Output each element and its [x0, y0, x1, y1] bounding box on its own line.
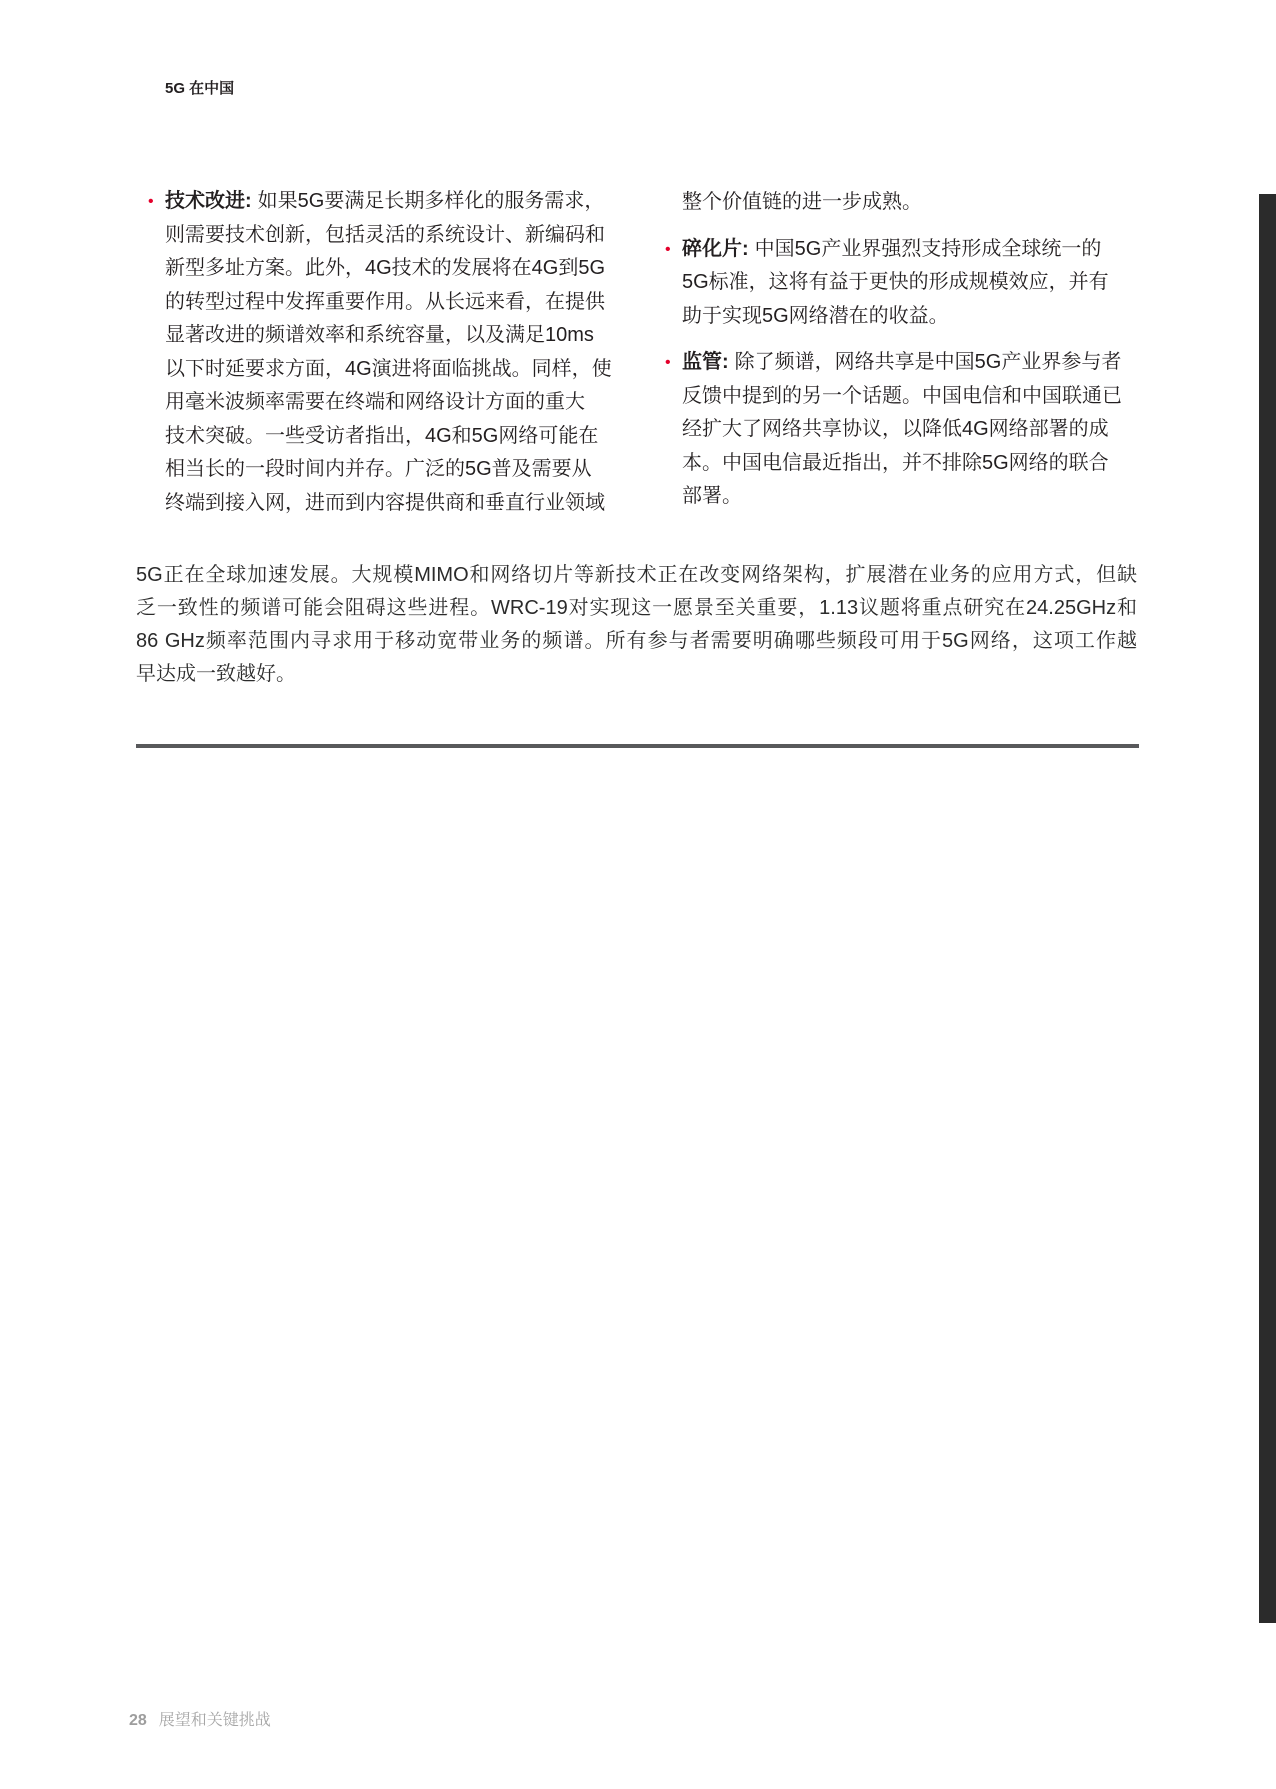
bullet-term: 监管: — [682, 351, 729, 373]
bullet-dot-icon: • — [665, 240, 671, 258]
bullet-text: 除了频谱，网络共享是中国5G产业界参与者 — [734, 351, 1122, 373]
bullet-term: 技术改进: — [165, 190, 252, 212]
bullet-first-line — [165, 185, 618, 219]
bullet-line: 则需要技术创新，包括灵活的系统设计、新编码和 — [165, 223, 605, 246]
bullet-line: 技术突破。一些受访者指出，4G和5G网络可能在 — [165, 424, 599, 447]
left-column — [148, 185, 618, 520]
paragraph-line: 5G正在全球加速发展。大规模MIMO和网络切片等新技术正在改变网络架构，扩展潜在业务的应用方式，但缺 — [136, 564, 1137, 586]
bullet-line: 相当长的一段时间内并存。广泛的5G普及需要从 — [165, 458, 592, 480]
side-tab-bar — [1259, 194, 1276, 1623]
running-header: 5G 在中国 — [165, 80, 235, 97]
bullet-first-line — [682, 233, 1135, 267]
page-footer — [129, 1711, 271, 1731]
bullet-continuation-line: 整个价值链的进一步成熟。 — [682, 191, 922, 213]
section-divider — [136, 744, 1139, 748]
bullet-line: 的转型过程中发挥重要作用。从长远来看，在提供 — [165, 290, 605, 313]
summary-paragraph — [136, 559, 1137, 691]
bullet-line: 终端到接入网，进而到内容提供商和垂直行业领域 — [165, 491, 605, 514]
right-column — [665, 186, 1135, 514]
bullet-tech-improvement — [148, 185, 618, 520]
bullet-first-line — [682, 346, 1135, 380]
bullet-line: 经扩大了网络共享协议，以降低4G网络部署的成 — [682, 418, 1109, 440]
paragraph-line: 乏一致性的频谱可能会阻碍这些进程。WRC-19对实现这一愿景至关重要，1.13议题将重点研究在24.25GHz和 — [136, 597, 1137, 619]
bullet-line: 新型多址方案。此外，4G技术的发展将在4G到5G — [165, 257, 606, 279]
bullet-line: 部署。 — [682, 485, 742, 507]
bullet-line: 本。中国电信最近指出，并不排除5G网络的联合 — [682, 451, 1109, 474]
bullet-line: 用毫米波频率需要在终端和网络设计方面的重大 — [165, 391, 585, 413]
paragraph-line: 86 GHz频率范围内寻求用于移动宽带业务的频谱。所有参与者需要明确哪些频段可用于5G网络，这项工作越 — [136, 630, 1137, 652]
bullet-regulation — [665, 346, 1135, 514]
bullet-line: 显著改进的频谱效率和系统容量，以及满足10ms — [165, 324, 594, 346]
bullet-text: 中国5G产业界强烈支持形成全球统一的 — [754, 237, 1102, 260]
bullet-line: 反馈中提到的另一个话题。中国电信和中国联通已 — [682, 384, 1122, 407]
bullet-dot-icon: • — [665, 354, 671, 371]
bullet-line: 以下时延要求方面，4G演进将面临挑战。同样，使 — [165, 357, 612, 380]
footer-section-label: 展望和关键挑战 — [158, 1712, 271, 1729]
bullet-text: 如果5G要满足长期多样化的服务需求， — [257, 190, 605, 212]
bullet-fragmentation — [665, 233, 1135, 334]
bullet-line: 助于实现5G网络潜在的收益。 — [682, 304, 949, 327]
page-number: 28 — [129, 1712, 147, 1729]
bullet-term: 碎化片: — [682, 237, 749, 260]
bullet-line: 5G标准，这将有益于更快的形成规模效应，并有 — [682, 271, 1109, 293]
paragraph-line: 早达成一致越好。 — [136, 663, 296, 685]
bullet-dot-icon: • — [148, 193, 154, 210]
